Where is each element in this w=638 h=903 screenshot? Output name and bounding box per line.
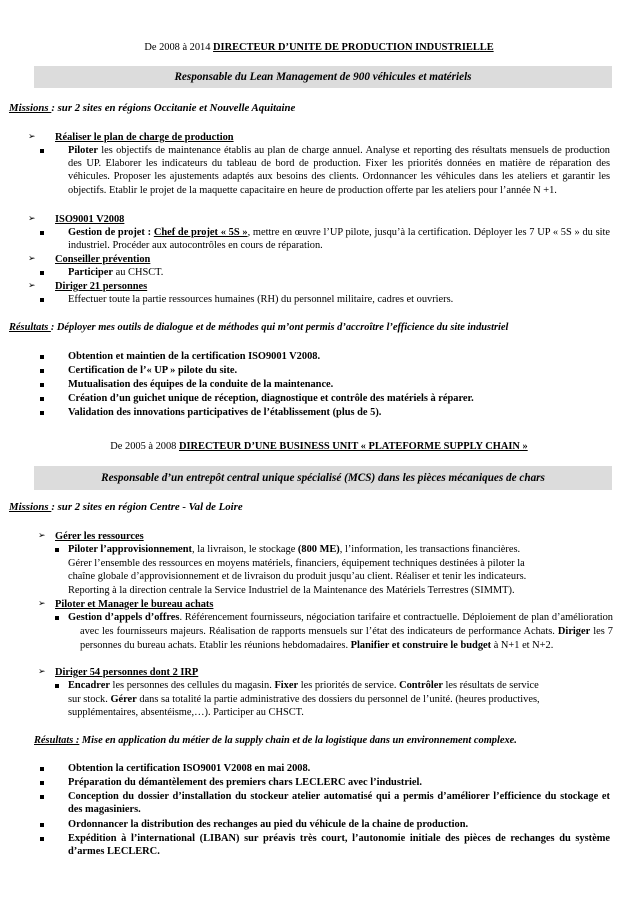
square-bullet-icon — [40, 231, 44, 235]
s1-mission-2-detail — [68, 226, 610, 252]
s1-mission-3-detail — [68, 266, 610, 279]
arrow-bullet-icon: ➢ — [38, 531, 46, 541]
section2-band: Responsable d’un entrepôt central unique spécialisé (MCS) dans les pièces mécaniques de chars — [34, 466, 612, 490]
bold-lead: Fixer — [274, 680, 299, 691]
s1-mission-3-title: Conseiller prévention — [55, 254, 151, 265]
detail-line: chaîne globale d’approvisionnement et de livraison du produit jusqu’au client. Réaliser et tenir les indicateurs. — [68, 571, 527, 583]
bold-lead: Piloter — [68, 145, 98, 156]
s1-mission-4-title: Diriger 21 personnes — [55, 281, 148, 292]
missions-text: : sur 2 sites en région Centre - Val de Loire — [51, 501, 243, 513]
s2-result-item: Ordonnancer la distribution des rechanges au pied du véhicule de la chaine de production. — [68, 819, 469, 830]
square-bullet-icon — [40, 149, 44, 153]
detail-line — [68, 543, 613, 557]
detail-text: , mettre en œuvre l’UP pilote, jusqu’à la certification. Déployer les 7 UP « 5S » du site industriel. Procéder aux autocontrôles en cours de réparation. — [68, 227, 611, 252]
detail-text: , l’information, les transactions financières. — [339, 544, 521, 555]
arrow-bullet-icon: ➢ — [28, 254, 36, 264]
detail-text: dans sa totalité la partie administrative des dossiers du personnel de l’unité. (heures productives, — [136, 693, 540, 705]
section2-missions — [9, 501, 243, 514]
square-bullet-icon — [40, 767, 44, 771]
s2-result-item: Conception du dossier d’installation du stockeur atelier automatisé qui a permis d’améliorer l’efficience du stockage et des magasiniers. — [68, 791, 610, 816]
bold-lead: Gestion de projet : — [68, 227, 154, 238]
bold-lead: Encadrer — [68, 680, 110, 691]
missions-label: Missions — [9, 102, 52, 114]
section1-band: Responsable du Lean Management de 900 véhicules et matériels — [34, 66, 612, 88]
bold-lead: Diriger — [557, 625, 591, 637]
detail-line: Reporting à la direction centrale la Service Industriel de la Maintenance des Matériels Terrestres (SIMMT). — [68, 584, 515, 596]
detail-text: sur stock. — [68, 693, 111, 705]
results-label: Résultats — [9, 322, 51, 333]
results-label: Résultats : — [34, 735, 80, 746]
bold-lead: Gérer — [110, 693, 137, 705]
section2-heading — [0, 440, 638, 453]
square-bullet-icon — [40, 823, 44, 827]
square-bullet-icon — [40, 397, 44, 401]
bold-lead: Participer — [68, 267, 114, 278]
s1-result-item: Obtention et maintien de la certification ISO9001 V2008. — [68, 351, 321, 362]
detail-text: à N+1 et N+2. — [491, 639, 554, 651]
detail-line — [68, 693, 613, 707]
s1-result-item: Certification de l’« UP » pilote du site. — [68, 365, 238, 376]
detail-text: au CHSCT. — [113, 267, 164, 278]
square-bullet-icon — [40, 837, 44, 841]
results-text: : Déployer mes outils de dialogue et de méthodes qui m’ont permis d’accroître l’efficience du site industriel — [50, 322, 509, 333]
bold-lead: Planifier et construire le budget — [350, 639, 492, 651]
s1-result-item: Mutualisation des équipes de la conduite de la maintenance. — [68, 379, 334, 390]
square-bullet-icon — [55, 548, 59, 552]
detail-text: les objectifs de maintenance établis au plan de charge annuel. Analyse et reporting des résultats mensuels de production des UP. Elaborer les indicateurs du tableau de bord de production. Fixer les priorités données en matière de réparation des véhicules. Proposer les ajustements adaptés aux besoins des clients. Ordonnancer les véhicules dans les ateliers et garantir les objectifs. Etablir le projet de la maquette capacitaire en heure de production offerte par les ateliers pour l’année N +1. — [68, 145, 610, 196]
square-bullet-icon — [40, 271, 44, 275]
s1-mission-1-detail — [68, 144, 610, 197]
square-bullet-icon — [40, 355, 44, 359]
square-bullet-icon — [55, 684, 59, 688]
s2-mission-2-detail — [68, 611, 613, 652]
arrow-bullet-icon: ➢ — [28, 281, 36, 291]
square-bullet-icon — [40, 383, 44, 387]
s2-result-item: Préparation du démantèlement des premiers chars LECLERC avec l’industriel. — [68, 777, 422, 788]
s1-result-item: Validation des innovations participatives de l’établissement (plus de 5). — [68, 407, 382, 418]
section1-heading — [0, 41, 638, 54]
square-bullet-icon — [55, 616, 59, 620]
square-bullet-icon — [40, 781, 44, 785]
bold-lead: Piloter l’approvisionnement — [68, 544, 193, 555]
s2-result-item: Obtention la certification ISO9001 V2008 en mai 2008. — [68, 763, 311, 774]
s1-mission-1-title: Réaliser le plan de charge de production — [55, 132, 234, 143]
arrow-bullet-icon: ➢ — [38, 667, 46, 677]
square-bullet-icon — [40, 298, 44, 302]
section1-dates: De 2008 à 2014 — [144, 42, 214, 53]
s1-mission-2-title: ISO9001 V2008 — [55, 214, 125, 225]
s2-mission-3-detail — [68, 679, 613, 720]
detail-line — [68, 679, 613, 693]
missions-label: Missions — [9, 501, 52, 513]
missions-text: : sur 2 sites en régions Occitanie et Nouvelle Aquitaine — [51, 102, 296, 114]
bold-value: (800 ME) — [297, 544, 340, 555]
bold-lead: Contrôler — [399, 680, 443, 691]
detail-text: les priorités de service. — [298, 680, 400, 691]
square-bullet-icon — [40, 795, 44, 799]
s1-mission-4-detail: Effectuer toute la partie ressources humaines (RH) du personnel militaire, cadres et ouvriers. — [68, 294, 454, 305]
s2-mission-2-title: Piloter et Manager le bureau achats — [55, 599, 214, 610]
square-bullet-icon — [40, 369, 44, 373]
s1-result-item: Création d’un guichet unique de réception, diagnostique et contrôle des matériels à réparer. — [68, 393, 474, 404]
bold-lead-underlined: Chef de projet « 5S » — [153, 227, 248, 238]
section1-missions — [9, 102, 295, 115]
detail-line: Gérer l’ensemble des ressources en moyens matériels, financiers, équipement techniques destinées à piloter la — [68, 557, 525, 569]
detail-text: . Référencement fournisseurs, négociation tarifaire et contractuelle. Déploiement de plan d’amélioration avec les fournisseurs majeurs. Réalisation de rapports mensuels sur l’état des indicateurs de performance Achats. — [80, 612, 613, 637]
results-text: Mise en application du métier de la supply chain et de la logistique dans un environnement complexe. — [79, 735, 517, 746]
section2-title: DIRECTEUR D’UNE BUSINESS UNIT « PLATEFORME SUPPLY CHAIN » — [178, 441, 528, 452]
s2-mission-1-detail — [68, 543, 613, 597]
detail-text: les personnes des cellules du magasin. — [109, 680, 275, 691]
section2-results — [34, 734, 624, 747]
square-bullet-icon — [40, 411, 44, 415]
section2-dates: De 2005 à 2008 — [110, 441, 179, 452]
section1-results — [9, 321, 629, 334]
detail-text: , la livraison, le stockage — [192, 544, 298, 555]
detail-text: les résultats de service — [442, 680, 539, 691]
arrow-bullet-icon: ➢ — [38, 599, 46, 609]
section1-title: DIRECTEUR D’UNITE DE PRODUCTION INDUSTRIELLE — [213, 42, 494, 53]
detail-text: les 7 personnes du bureau achats. Etablir les réunions hebdomadaires. — [80, 625, 613, 651]
s2-mission-3-title: Diriger 54 personnes dont 2 IRP — [55, 667, 199, 678]
s2-result-item: Expédition à l’international (LIBAN) sur préavis très court, l’autonomie initiale des pièces de rechanges du système d’armes LECLERC. — [68, 833, 610, 858]
bold-lead: Gestion d’appels d’offres — [68, 612, 180, 623]
s2-mission-1-title: Gérer les ressources — [55, 531, 144, 542]
arrow-bullet-icon: ➢ — [28, 132, 36, 142]
detail-line: supplémentaires, absentéisme,…). Participer au CHSCT. — [68, 707, 304, 719]
arrow-bullet-icon: ➢ — [28, 214, 36, 224]
